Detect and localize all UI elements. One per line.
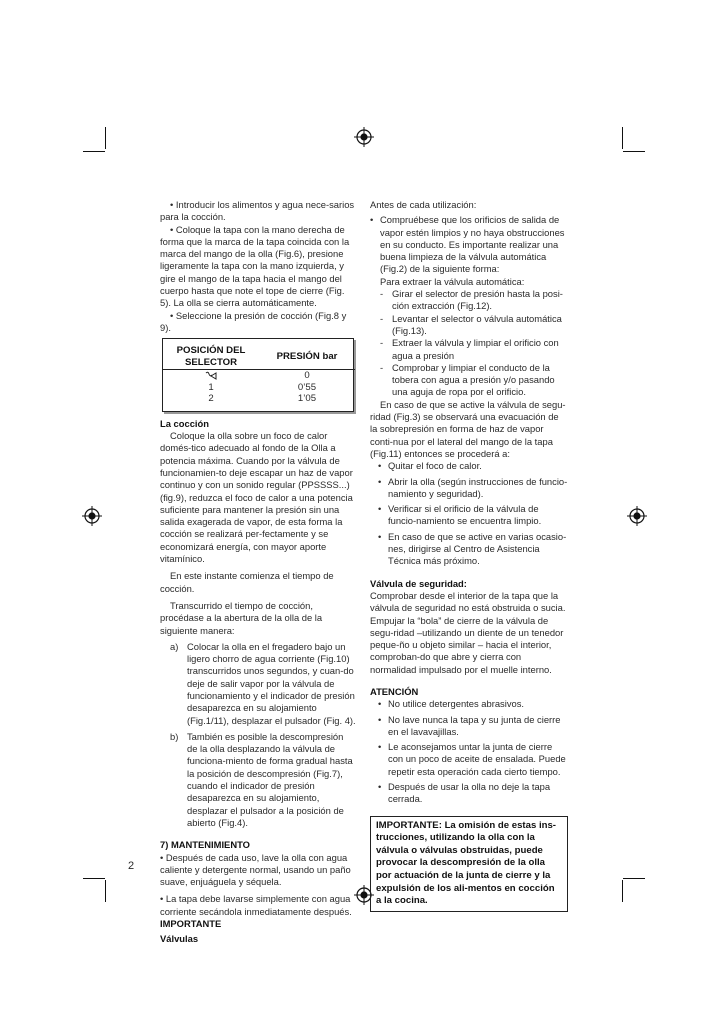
list-item: • Compruébese que los orificios de salida de vapor estén limpios y no haya obstrucciones en su conducto. Es importante realizar una buena limpieza de la válvula automática (Fig.2) de la siguiente forma: [370,214,565,275]
crop-mark [105,880,106,902]
registration-mark-icon [627,506,647,526]
body-paragraph: Antes de cada utilización: [370,199,477,210]
body-paragraph: En este instante comienza el tiempo de cocción. [160,570,334,594]
body-paragraph: • Después de cada uso, lave la olla con agua caliente y detergente normal, usando un paño suave, enjuáguela y séquela. [160,851,351,888]
table-cell-pressure: 0 [304,370,310,382]
table-cell-selector [163,370,259,382]
section-heading: IMPORTANTE [160,918,222,930]
list-item: • Le aconsejamos untar la junta de cierre con un poco de aceite de ensalada. Puede repetir esta operación cada cierto tiempo. [378,741,566,777]
body-paragraph: Transcurrido el tiempo de cocción, procédase a la abertura de la olla de la siguiente manera: [160,599,323,636]
body-paragraph: Para extraer la válvula automática: [380,275,525,287]
table-cell-pressure: 0’55 [297,381,317,393]
body-paragraph: • La tapa debe lavarse simplemente con agua corriente secándola inmediatamente después. [160,893,352,917]
list-item: - Extraer la válvula y limpiar el orificio con agua a presión [380,337,559,361]
page-number: 2 [128,860,135,872]
list-item: - Comprobar y limpiar el conducto de la tobera con agua a presión y/o pasando una aguja de ropa por el orificio. [380,361,555,398]
pressure-table [162,338,354,412]
crop-mark [622,127,623,149]
section-heading: Válvula de seguridad: [370,577,467,589]
list-item: • Abrir la olla (según instrucciones de funcio-namiento y seguridad). [378,475,568,499]
section-heading: Válvulas [160,933,199,945]
right-column [370,199,568,912]
crop-mark [83,151,105,152]
crop-mark [622,880,623,902]
section-heading: La cocción [160,417,209,429]
crop-mark [623,878,645,879]
list-item: • En caso de que se active en varias ocasio-nes, dirigirse al Centro de Asistencia Técnica más próximo. [378,530,567,567]
crop-mark [105,127,106,149]
section-heading: ATENCIÓN [370,685,419,697]
list-item: • No lave nunca la tapa y su junta de cierre en el lavavajillas. [378,713,561,737]
table-header-selector: POSICIÓN DEL SELECTOR [163,345,259,370]
body-paragraph: Coloque la olla sobre un foco de calor domés-tico adecuado al fondo de la Olla a potencia máxima. Cuando por la válvula de funcionamien-to deje escapar un haz de vapor continuo y con un sonido regular (PPSSSS...) (fig.9), reduzca el foco de calor a una potencia suficiente para mantener la presión sin una salida exagerada de vapor, de esta forma la cocción se realizará per-fectamente y se economizará energía, con mayor aporte vitamínico. [160,430,353,565]
list-item: - Levantar el selector o válvula automática (Fig.13). [380,312,562,336]
list-item: • Quitar el foco de calor. [378,460,482,472]
body-paragraph: Comprobar desde el interior de la tapa que la válvula de seguridad no está obstruida o sucia. Empujar la “bola” de cierre de la válvula de segu-ridad –utilizando un diente de un tenedor peque-ño u objeto similar – hacia el interior, comproban-do que abre y cierra con normalidad impulsado por el muelle interno. [370,589,566,675]
intro-paragraph: • Introducir los alimentos y agua nece-sarios para la cocción. [160,199,355,223]
table-cell-pressure: 1’05 [297,393,317,405]
table-header-pressure: PRESIÓN bar [259,345,355,370]
steam-release-icon [204,371,218,381]
crop-mark [83,878,105,879]
list-item: • Verificar si el orificio de la válvula de funcio-namiento se encuentra limpio. [378,503,542,527]
section-heading: 7) MANTENIMIENTO [160,839,250,851]
table-cell-selector: 2 [208,393,214,405]
intro-paragraph: • Coloque la tapa con la mano derecha de forma que la marca de la tapa coincida con la marca del mango de la olla (Fig.6), presione ligeramente la tapa con la mano izquierda, y gire el mango de la tapa hacia el mango del cuerpo hasta que note el tope de cierre (Fig. 5). La olla se cierra automáticamente. [160,223,350,309]
list-item: - Girar el selector de presión hasta la posi-ción extracción (Fig.12). [380,288,563,312]
left-column [160,199,356,946]
table-cell-selector: 1 [208,381,214,393]
important-notice-box: IMPORTANTE: La omisión de estas ins-trucciones, utilizando la olla con la válvula o válvulas obstruidas, puede provocar la descompresión de la olla por actuación de la junta de cierre y la expulsión de los ali-mentos en cocción a la cocina. [370,816,568,912]
list-item: b) También es posible la descompresión de la olla desplazando la válvula de funciona-miento de forma gradual hasta la posición de descompresión (Fig.7), cuando el indicador de presión desaparezca en su alojamiento, desplazar el pulsador a la posición de abierto (Fig.4). [170,730,353,828]
list-item: • Después de usar la olla no deje la tapa cerrada. [378,781,551,805]
crop-mark [623,151,645,152]
body-paragraph: En caso de que se active la válvula de segu-ridad (Fig.3) se observará una evacuación de la sobrepresión en forma de haz de vapor conti-nua por el lateral del mango de la tapa (Fig.11) entonces se procederá a: [370,398,566,459]
registration-mark-icon [354,127,374,147]
list-item: a) Colocar la olla en el fregadero bajo un ligero chorro de agua corriente (Fig.10) transcurridos unos segundos, y cuan-do deje de salir vapor por la válvula de funcionamiento y el indicador de presión desaparezca en su alojamiento (Fig.1/11), desplazar el pulsador (Fig. 4). [170,640,356,726]
intro-paragraph: • Seleccione la presión de cocción (Fig.8 y 9). [160,309,347,333]
registration-mark-icon [82,506,102,526]
list-item: • No utilice detergentes abrasivos. [378,698,525,710]
